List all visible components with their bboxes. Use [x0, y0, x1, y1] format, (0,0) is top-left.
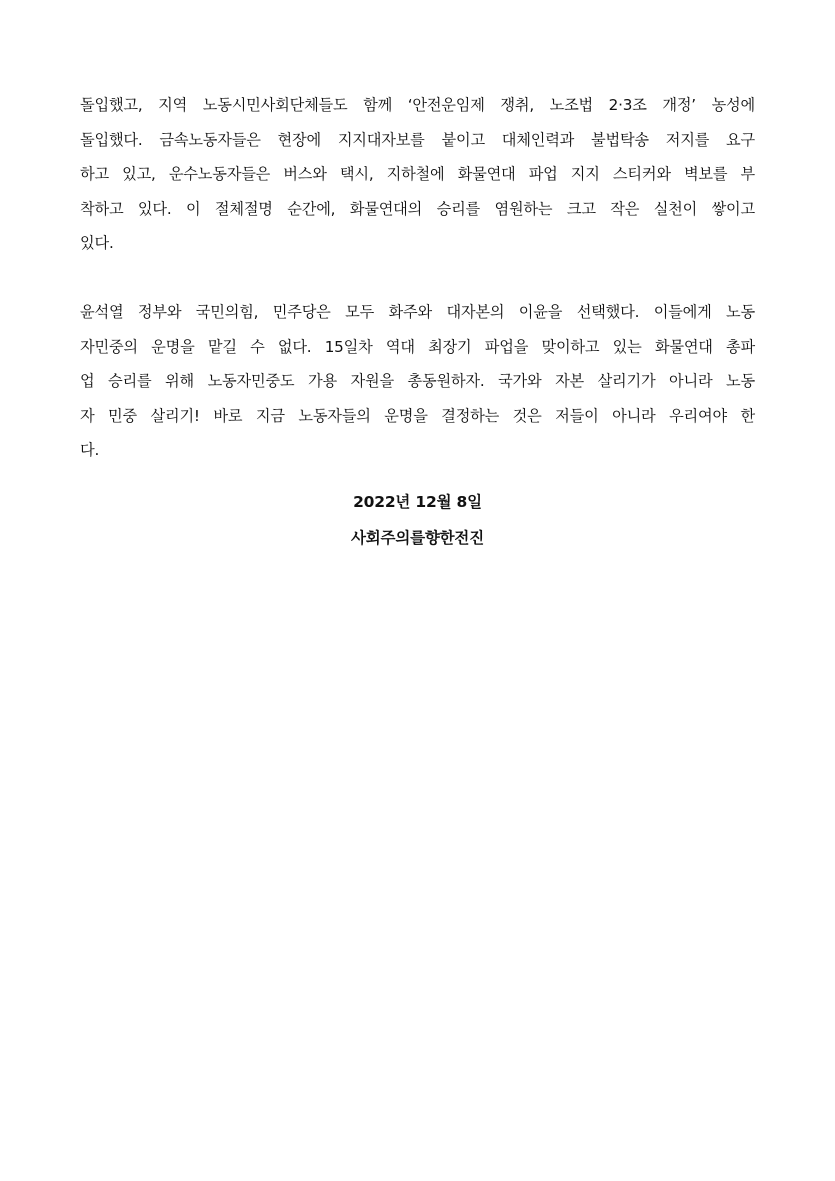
document-body	[80, 88, 755, 468]
paragraph-line: 자 민중 살리기! 바로 지금 노동자들의 운명을 결정하는 것은 저들이 아니라 우리여야 한	[80, 406, 755, 425]
paragraph-1	[80, 88, 755, 261]
paragraph-line: 업 승리를 위해 노동자민중도 가용 자원을 총동원하자. 국가와 자본 살리기가 아니라 노동	[80, 372, 755, 390]
paragraph-line: 돌입했다. 금속노동자들은 현장에 지지대자보를 붙이고 대체인력과 불법탁송 저지를 요구	[80, 130, 755, 149]
paragraph-line: 있다.	[80, 234, 114, 252]
signature-organization: 사회주의를향한전진	[351, 529, 484, 547]
paragraph-line: 하고 있고, 운수노동자들은 버스와 택시, 지하철에 화물연대 파업 지지 스티커와 벽보를 부	[80, 165, 755, 183]
paragraph-line: 착하고 있다. 이 절체절명 순간에, 화물연대의 승리를 염원하는 크고 작은 실천이 쌓이고	[80, 199, 755, 218]
paragraph-line: 돌입했고, 지역 노동시민사회단체들도 함께 ‘안전운임제 쟁취, 노조법 2·3조 개정’ 농성에	[80, 96, 755, 114]
paragraph-line: 다.	[80, 441, 100, 459]
paragraph-2	[80, 295, 755, 468]
paragraph-line: 자민중의 운명을 맡길 수 없다. 15일차 역대 최장기 파업을 맞이하고 있는 화물연대 총파	[80, 337, 755, 356]
paragraph-line: 윤석열 정부와 국민의힘, 민주당은 모두 화주와 대자본의 이윤을 선택했다. 이들에게 노동	[80, 303, 755, 321]
signature-date: 2022년 12월 8일	[353, 493, 482, 511]
